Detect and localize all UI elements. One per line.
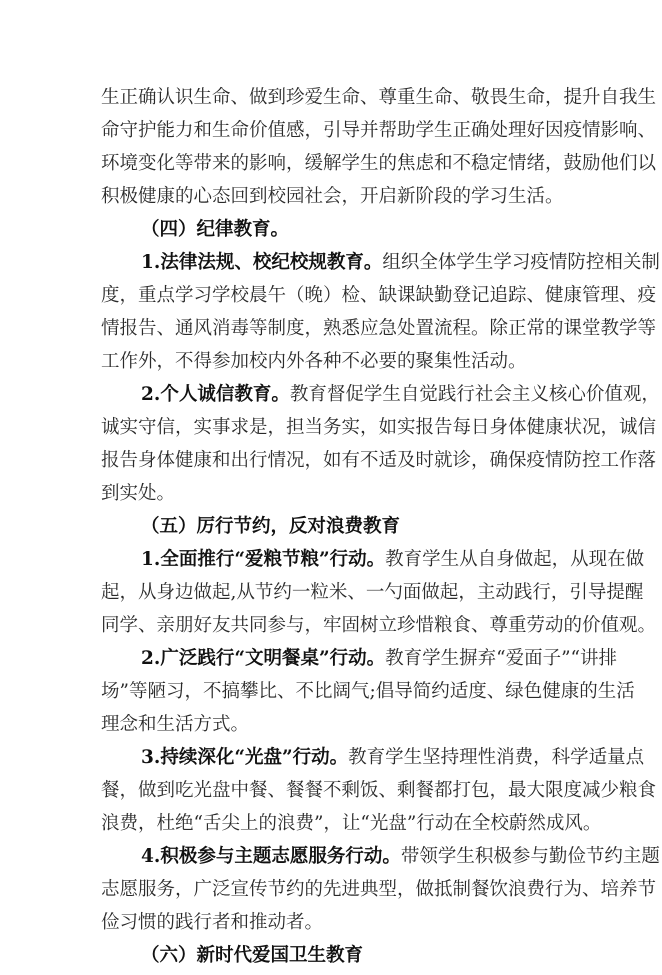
document-body	[101, 84, 660, 975]
item-first-line	[101, 381, 660, 414]
section-heading-frugality: （五）厉行节约，反对浪费教育	[141, 516, 401, 537]
body-line: 餐，做到吃光盘中餐、餐餐不剩饭、剩餐都打包，最大限度减少粮食	[101, 780, 657, 801]
item-title: 4.积极参与主题志愿服务行动。	[141, 846, 401, 867]
item-text: 组织全体学生学习疫情防控相关制	[382, 252, 660, 273]
section-heading-hygiene: （六）新时代爱国卫生教育	[141, 945, 364, 966]
body-line: 志愿服务，广泛宣传节约的先进典型，做抵制餐饮浪费行为、培养节	[101, 879, 657, 900]
body-line: 命守护能力和生命价值感，引导并帮助学生正确处理好因疫情影响、	[101, 120, 657, 141]
item-title: 2.个人诚信教育。	[141, 384, 290, 405]
body-line: 理念和生活方式。	[101, 714, 250, 735]
item-first-line	[101, 744, 645, 777]
section-heading-discipline: （四）纪律教育。	[141, 219, 290, 240]
item-first-line	[101, 249, 660, 282]
item-text: 带领学生积极参与勤俭节约主题	[400, 846, 660, 867]
body-line: 报告身体健康和出行情况，如有不适及时就诊，确保疫情防控工作落	[101, 450, 657, 471]
body-line: 工作外，不得参加校内外各种不必要的聚集性活动。	[101, 351, 527, 372]
body-line: 度，重点学习学校晨午（晚）检、缺课缺勤登记追踪、健康管理、疫	[101, 285, 657, 306]
body-line: 同学、亲朋好友共同参与，牢固树立珍惜粮食、尊重劳动的价值观。	[101, 615, 657, 636]
item-first-line	[101, 645, 617, 678]
body-line: 积极健康的心态回到校园社会，开启新阶段的学习生活。	[101, 186, 564, 207]
item-title: 2.广泛践行“文明餐桌”行动。	[141, 648, 386, 669]
item-title: 1.全面推行“爱粮节粮”行动。	[141, 549, 386, 570]
body-line: 浪费，杜绝“舌尖上的浪费”，让“光盘”行动在全校蔚然成风。	[101, 813, 602, 834]
body-line: 环境变化等带来的影响，缓解学生的焦虑和不稳定情绪，鼓励他们以	[101, 153, 657, 174]
body-line: 场”等陋习，不搞攀比、不比阔气;倡导简约适度、绿色健康的生活	[101, 681, 635, 702]
item-text: 教育学生摒弃“爱面子”“讲排	[385, 648, 617, 669]
body-line: 情报告、通风消毒等制度，熟悉应急处置流程。除正常的课堂教学等	[101, 318, 657, 339]
item-first-line	[101, 546, 645, 579]
body-line: 生正确认识生命、做到珍爱生命、尊重生命、敬畏生命，提升自我生	[101, 87, 657, 108]
body-line: 诚实守信，实事求是，担当务实，如实报告每日身体健康状况，诚信	[101, 417, 657, 438]
item-text: 教育督促学生自觉践行社会主义核心价值观，	[289, 384, 660, 405]
body-line: 起，从身边做起,从节约一粒米、一勺面做起，主动践行，引导提醒	[101, 582, 644, 603]
body-line: 到实处。	[101, 483, 176, 504]
item-text: 教育学生坚持理性消费，科学适量点	[348, 747, 645, 768]
item-text: 教育学生从自身做起，从现在做	[385, 549, 645, 570]
body-line: 俭习惯的践行者和推动者。	[101, 912, 324, 933]
item-title: 1.法律法规、校纪校规教育。	[141, 252, 383, 273]
item-first-line	[101, 843, 660, 876]
item-title: 3.持续深化“光盘”行动。	[141, 747, 349, 768]
